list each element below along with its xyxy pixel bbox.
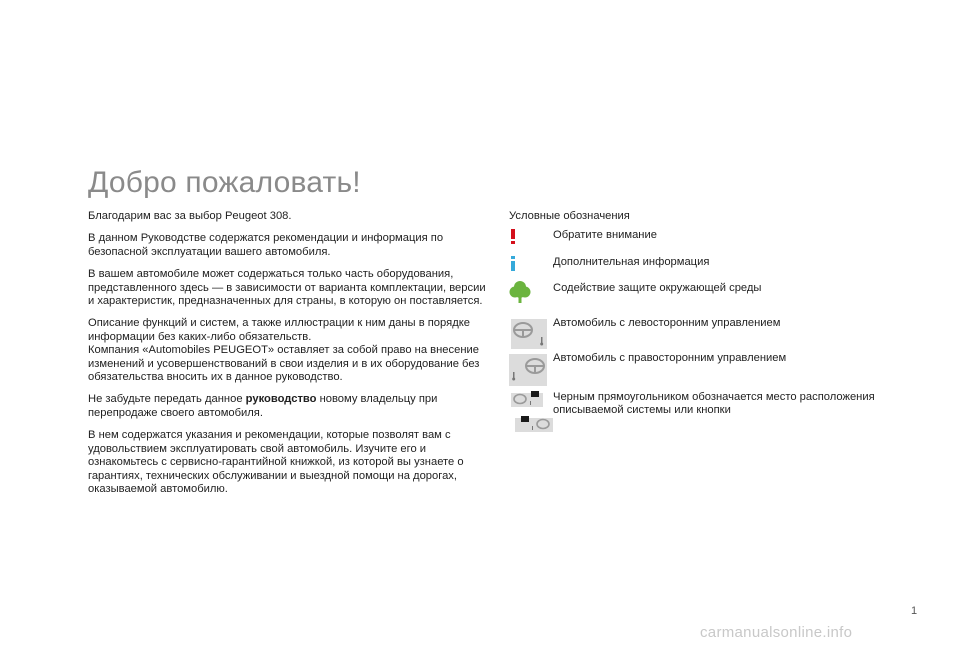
resale-pre: Не забудьте передать данное	[88, 393, 246, 406]
resale-bold: руководство	[245, 393, 317, 406]
paragraph-usage: В нем содержатся указания и рекомендации, которые позволят вам с удовольствием эксплуатировать свой автомобиль. Изучите его и ознакомьтесь с сервисно-гарантийной книжкой, из которой вы узнаете о гарантиях, технических обслуживании и выездной помощи на дорогах, оказываемой автомобилю.	[88, 429, 464, 495]
legend-item-warning	[509, 229, 889, 247]
dashboard-location-icon	[509, 391, 555, 439]
legend-section	[509, 210, 889, 417]
legend-title: Условные обозначения	[509, 210, 630, 222]
paragraph-disclaimer	[88, 317, 488, 384]
info-icon	[511, 256, 517, 270]
tree-icon	[509, 280, 531, 304]
watermark: carmanualsonline.info	[700, 624, 853, 641]
legend-item-rhd	[509, 352, 889, 388]
paragraph-resale	[88, 393, 488, 420]
legend-item-label: Обратите внимание	[553, 229, 657, 241]
legend-item-lhd	[509, 317, 889, 353]
legend-item-label: Черным прямоугольником обозначается место расположения описываемой системы или кнопки	[553, 391, 875, 417]
legend-item-label: Автомобиль с правосторонним управлением	[553, 352, 787, 364]
resale-post: новому владельцу при перепродаже своего автомобиля.	[88, 393, 438, 419]
intro-text	[88, 210, 488, 505]
legend-item-dashboard-location	[509, 391, 889, 439]
legend-item-label: Автомобиль с левосторонним управлением	[553, 317, 781, 329]
paragraph-manual-content: В данном Руководстве содержатся рекомендации и информация по безопасной эксплуатации вашего автомобиля.	[88, 232, 444, 258]
disclaimer-line-b: Компания «Automobiles PEUGEOT» оставляет за собой право на внесение изменений и усовершенствований в свои изделия и в их оборудование без обязательства вносить их в данное руководство.	[88, 344, 480, 384]
left-hand-drive-icon	[509, 317, 549, 351]
legend-item-label: Содействие защите окружающей среды	[553, 282, 762, 294]
legend-item-label: Дополнительная информация	[553, 256, 710, 268]
right-hand-drive-icon	[509, 352, 549, 386]
page-title: Добро пожаловать!	[88, 166, 361, 199]
legend-item-info	[509, 256, 889, 274]
paragraph-equipment: В вашем автомобиле может содержаться только часть оборудования, представленного здесь — в зависимости от варианта комплектации, версии и характеристик, предназначенных для страны, в которую он поставляется.	[88, 268, 486, 308]
warning-exclamation-icon	[511, 229, 517, 243]
legend-item-environment	[509, 282, 889, 308]
page-number: 1	[911, 605, 918, 617]
disclaimer-line-a: Описание функций и систем, а также иллюстрации к ним даны в порядке информации без каких-либо обязательств.	[88, 317, 470, 343]
paragraph-thanks: Благодарим вас за выбор Peugeot 308.	[88, 210, 292, 222]
